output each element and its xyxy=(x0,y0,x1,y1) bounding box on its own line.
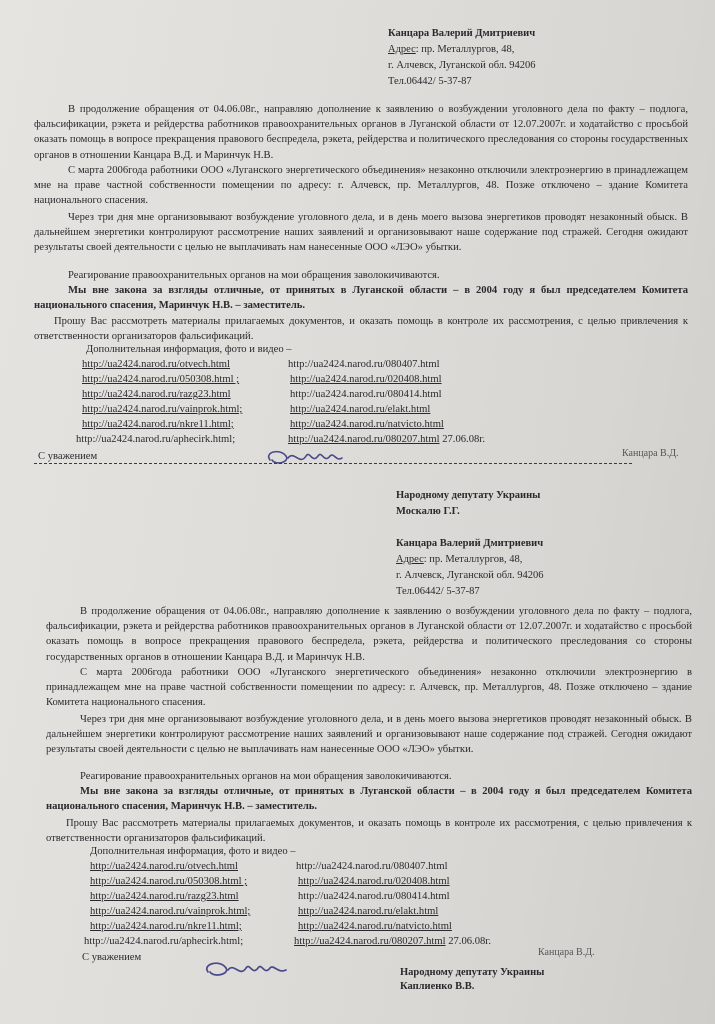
info-label: Дополнительная информация, фото и видео – xyxy=(90,846,296,857)
footer-recipient-line-1: Народному депутату Украины xyxy=(400,967,545,978)
sender-city: г. Алчевск, Луганской обл. 94206 xyxy=(388,60,536,71)
link-left-1[interactable]: http://ua2424.narod.ru/otvech.html xyxy=(82,359,230,370)
link-left-5[interactable]: http://ua2424.narod.ru/nkre11.html; xyxy=(82,419,234,430)
link-left-2[interactable]: http://ua2424.narod.ru/050308.html ; xyxy=(90,876,248,887)
paragraph-4: Реагирование правоохранительных органов на мои обращения заволокичиваются. xyxy=(80,771,452,782)
paragraph-1: В продолжение обращения от 04.06.08г., направляю дополнение к заявлению о возбуждении уголовного дела по факту – подлога, фальсификации, рэкета и рейдерства работников правоохранительных органов в Луганской области от 12.07.2007г. и ходатайство с просьбой оказать помощь в вопросе прекращения правового беспредела, рэкета, рейдерства и политического преследования со стороны государственных органов в отношении Канцара В.Д. и Маринчук Н.В. xyxy=(46,606,692,663)
footer-recipient-line-2: Каплиенко В.В. xyxy=(400,981,475,992)
sender-name: Канцара Валерий Дмитриевич xyxy=(396,538,544,549)
link-right-4[interactable]: http://ua2424.narod.ru/elakt.html xyxy=(298,906,439,917)
link-right-6[interactable]: http://ua2424.narod.ru/080207.html xyxy=(294,936,446,947)
link-left-6[interactable]: http://ua2424.narod.ru/aphecirk.html; xyxy=(84,936,244,947)
letter-date: 27.06.08г. xyxy=(442,434,486,445)
link-left-6[interactable]: http://ua2424.narod.ru/aphecirk.html; xyxy=(76,434,236,445)
link-right-3[interactable]: http://ua2424.narod.ru/080414.html xyxy=(290,389,442,400)
signer: Канцара В.Д. xyxy=(622,448,679,459)
link-left-3[interactable]: http://ua2424.narod.ru/razg23.html xyxy=(82,389,231,400)
paragraph-3: Через три дня мне организовывают возбуждение уголовного дела, и в день моего вызова энергетиков проводят незаконный обыск. В дальнейшем энергетики контролируют рассмотрение наших заявлений и организовывают наше содержание под стражей. Сегодня ожидают результаты своей деятельности с целью не выплачивать нам нанесенные ООО «ЛЭО» убытки. xyxy=(34,212,688,254)
sender-address: Адрес: пр. Металлургов, 48, xyxy=(396,554,523,565)
link-right-1[interactable]: http://ua2424.narod.ru/080407.html xyxy=(288,359,440,370)
link-left-3[interactable]: http://ua2424.narod.ru/razg23.html xyxy=(90,891,239,902)
link-left-4[interactable]: http://ua2424.narod.ru/vainprok.html; xyxy=(90,906,251,917)
paragraph-1: В продолжение обращения от 04.06.08г., направляю дополнение к заявлению о возбуждении уголовного дела по факту – подлога, фальсификации, рэкета и рейдерства работников правоохранительных органов в Луганской области от 12.07.2007г. и ходатайство с просьбой оказать помощь в вопросе прекращения правового беспредела, рэкета, рейдерства и политического преследования со стороны государственных органов в отношении Канцара В.Д. и Маринчук Н.В. xyxy=(34,104,688,161)
letter-date: 27.06.08г. xyxy=(448,936,492,947)
link-left-2[interactable]: http://ua2424.narod.ru/050308.html ; xyxy=(82,374,240,385)
paragraph-2: С марта 2006года работники ООО «Луганского энергетического объединения» незаконно отключили электроэнергию в принадлежащем мне на праве частной собственности помещении по адресу: г. Алчевск, пр. Металлургов, 48. Позже отключено – здание Комитета национального спасения. xyxy=(34,165,688,207)
sender-name: Канцара Валерий Дмитриевич xyxy=(388,28,536,39)
paragraph-4: Реагирование правоохранительных органов на мои обращения заволокичиваются. xyxy=(68,270,440,281)
link-right-3[interactable]: http://ua2424.narod.ru/080414.html xyxy=(298,891,450,902)
paragraph-3: Через три дня мне организовывают возбуждение уголовного дела, и в день моего вызова энергетиков проводят незаконный обыск. В дальнейшем энергетики контролируют рассмотрение наших заявлений и организовывают наше содержание под стражей. Сегодня ожидают результаты своей деятельности с целью не выплачивать нам нанесенные ООО «ЛЭО» убытки. xyxy=(46,714,692,756)
link-right-5[interactable]: http://ua2424.narod.ru/natvicto.html xyxy=(290,419,444,430)
link-right-4[interactable]: http://ua2424.narod.ru/elakt.html xyxy=(290,404,431,415)
info-label: Дополнительная информация, фото и видео – xyxy=(86,344,292,355)
paragraph-2: С марта 2006года работники ООО «Луганского энергетического объединения» незаконно отключили электроэнергию в принадлежащем мне на праве частной собственности помещении по адресу: г. Алчевск, пр. Металлургов, 48. Позже отключено – здание Комитета национального спасения. xyxy=(46,667,692,709)
paragraph-5: Мы вне закона за взгляды отличные, от принятых в Луганской области – в 2004 году я был председателем Комитета национального спасения, Маринчук Н.В. – заместитель. xyxy=(46,786,692,813)
sender-city: г. Алчевск, Луганской обл. 94206 xyxy=(396,570,544,581)
closing: С уважением xyxy=(82,952,142,963)
separator-line xyxy=(34,463,632,464)
link-right-5[interactable]: http://ua2424.narod.ru/natvicto.html xyxy=(298,921,452,932)
sender-phone: Тел.06442/ 5-37-87 xyxy=(388,76,472,87)
last-link-row xyxy=(288,434,485,445)
letter-2 xyxy=(0,476,715,1024)
paragraph-6: Прошу Вас рассмотреть материалы прилагаемых документов, и оказать помощь в контроле их рассмотрения, с целью привлечения к ответственности организаторов фальсификаций. xyxy=(46,818,692,845)
closing: С уважением xyxy=(38,451,98,462)
recipient-line-2: Москалю Г.Г. xyxy=(396,506,460,517)
last-link-row xyxy=(294,936,491,947)
paragraph-5: Мы вне закона за взгляды отличные, от принятых в Луганской области – в 2004 году я был председателем Комитета национального спасения, Маринчук Н.В. – заместитель. xyxy=(34,285,688,312)
recipient-line-1: Народному депутату Украины xyxy=(396,490,541,501)
link-right-6[interactable]: http://ua2424.narod.ru/080207.html xyxy=(288,434,440,445)
signer: Канцара В.Д. xyxy=(538,947,595,958)
link-right-1[interactable]: http://ua2424.narod.ru/080407.html xyxy=(296,861,448,872)
link-right-2[interactable]: http://ua2424.narod.ru/020408.html xyxy=(298,876,450,887)
link-left-5[interactable]: http://ua2424.narod.ru/nkre11.html; xyxy=(90,921,242,932)
link-left-4[interactable]: http://ua2424.narod.ru/vainprok.html; xyxy=(82,404,243,415)
signature xyxy=(200,956,310,984)
paragraph-6: Прошу Вас рассмотреть материалы прилагаемых документов, и оказать помощь в контроле их рассмотрения, с целью привлечения к ответственности организаторов фальсификаций. xyxy=(34,316,688,343)
signature xyxy=(262,446,362,470)
link-right-2[interactable]: http://ua2424.narod.ru/020408.html xyxy=(290,374,442,385)
sender-phone: Тел.06442/ 5-37-87 xyxy=(396,586,480,597)
link-left-1[interactable]: http://ua2424.narod.ru/otvech.html xyxy=(90,861,238,872)
sender-address: Адрес: пр. Металлургов, 48, xyxy=(388,44,515,55)
letter-1 xyxy=(0,0,715,470)
